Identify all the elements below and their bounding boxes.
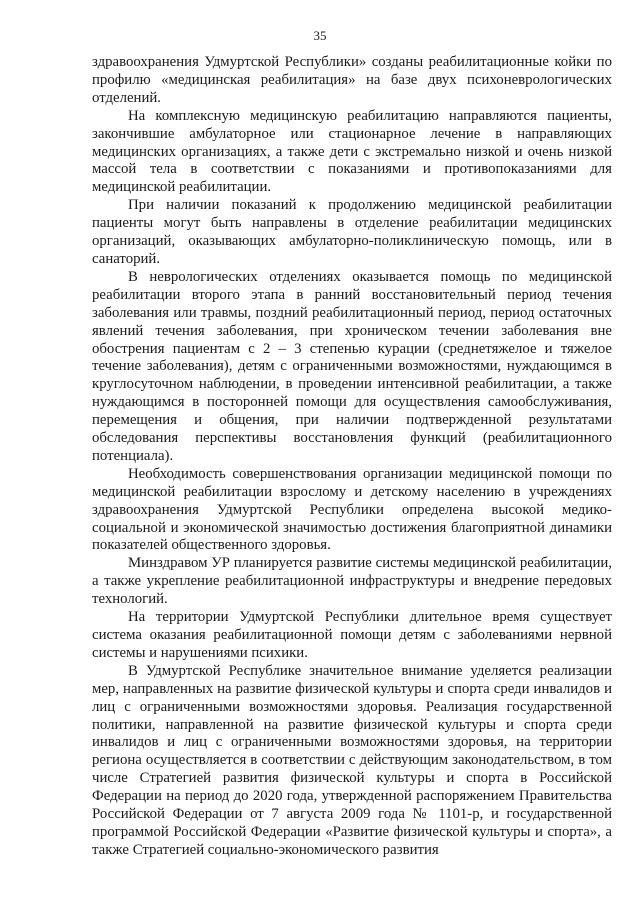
paragraph: На комплексную медицинскую реабилитацию направляются пациенты, закончившие амбулаторное или стационарное лечение в направляющих медицинских организациях, а также дети с экстремально низкой и очень низкой массой тела в соответствии с показаниями и противопоказаниями для медицинской реабилитации. bbox=[92, 107, 612, 196]
paragraph: Необходимость совершенствования организации медицинской помощи по медицинской реабилитации взрослому и детскому населению в учреждениях здравоохранения Удмуртской Республики определена высокой медико-социальной и экономической значимостью достижения благоприятной динамики показателей общественного здоровья. bbox=[92, 465, 612, 554]
paragraph-continued: здравоохранения Удмуртской Республики» созданы реабилитационные койки по профилю «медицинская реабилитация» на базе двух психоневрологических отделений. bbox=[92, 54, 612, 106]
page-number: 35 bbox=[313, 28, 327, 43]
paragraph: При наличии показаний к продолжению медицинской реабилитации пациенты могут быть направлены в отделение реабилитации медицинских организаций, оказывающих амбулаторно-поликлиническую помощь, или в санаторий. bbox=[92, 197, 612, 267]
paragraph: В Удмуртской Республике значительное внимание уделяется реализации мер, направленных на развитие физической культуры и спорта среди инвалидов и лиц с ограниченными возможностями здоровья. Реализация государственной политики, направленной на развитие физической культуры и спорта среди инвалидов и лиц с ограниченными возможностями здоровья, на территории региона осуществляется в соответствии с действующим законодательством, в том числе Стратегией развития физической культуры и спорта в Российской Федерации на период до 2020 года, утвержденной распоряжением Правительства Российской Федерации от 7 августа 2009 года № 1101-р, и государственной программой Российской Федерации «Развитие физической культуры и спорта», а также Стратегией социально-экономического развития bbox=[92, 662, 612, 858]
paragraph: В неврологических отделениях оказывается помощь по медицинской реабилитации второго этапа в ранний восстановительный период течения заболевания или травмы, поздний реабилитационный период, период остаточных явлений течения заболевания, при хроническом течении заболевания вне обострения пациентам с 2 – 3 степенью курации (среднетяжелое и тяжелое течение заболевания), детям с ограниченными возможностями, нуждающимся в круглосуточном наблюдении, в проведении интенсивной реабилитации, а также нуждающимся в посторонней помощи для осуществления самообслуживания, перемещения и общения, при наличии подтвержденной результатами обследования перспективы восстановления функций (реабилитационного потенциала). bbox=[92, 268, 612, 464]
document-body bbox=[92, 54, 612, 860]
paragraph: Минздравом УР планируется развитие системы медицинской реабилитации, а также укрепление реабилитационной инфраструктуры и внедрение передовых технологий. bbox=[92, 555, 612, 608]
paragraph: На территории Удмуртской Республики длительное время существует система оказания реабилитационной помощи детям с заболеваниями нервной системы и нарушениями психики. bbox=[92, 609, 612, 661]
